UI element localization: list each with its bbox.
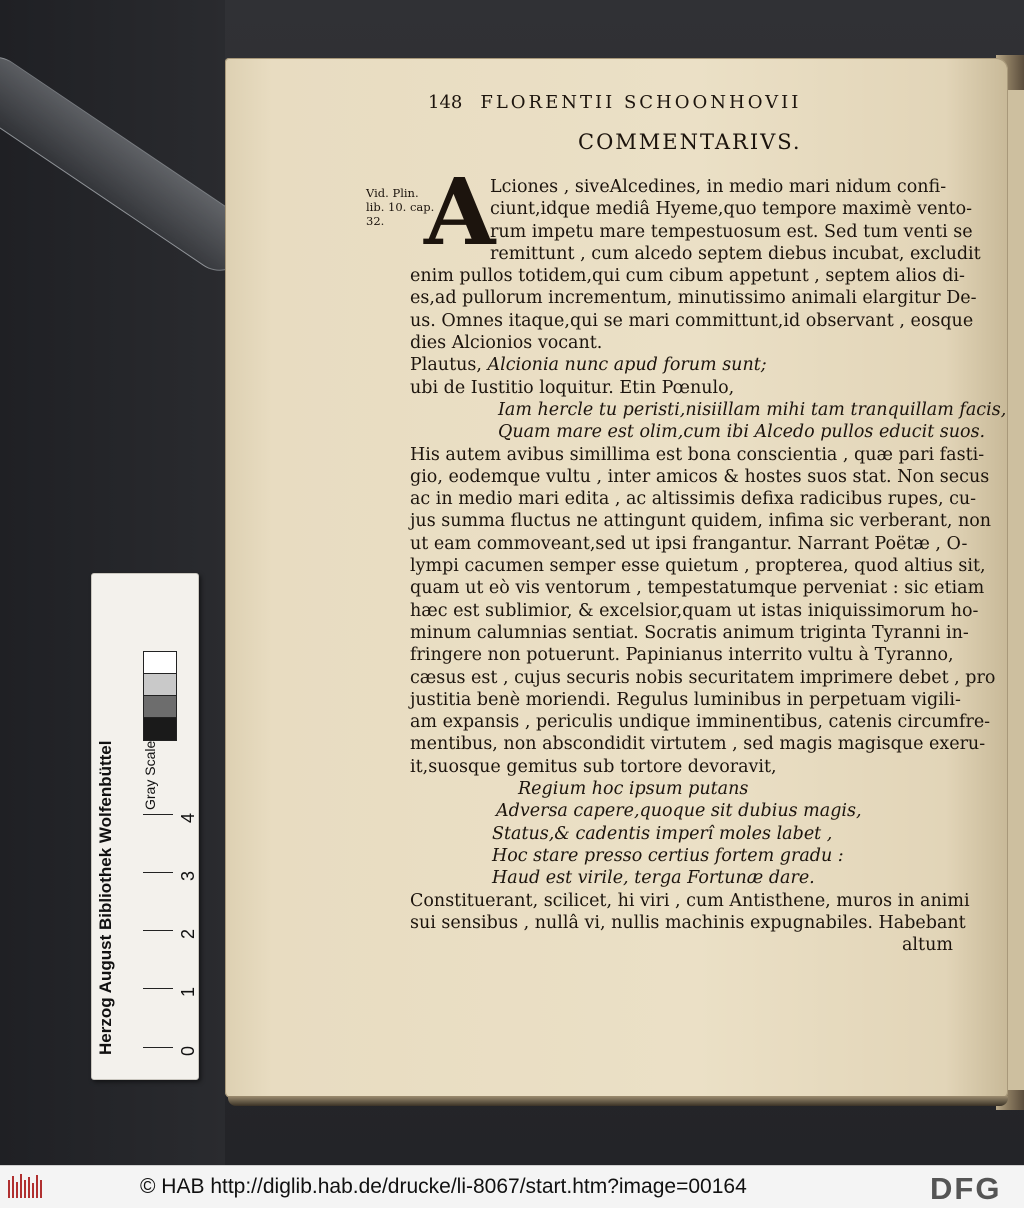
plautus-prefix: Plautus, [410, 355, 482, 376]
ruler-tick [143, 814, 173, 815]
section-title: COMMENTARIVS. [578, 130, 802, 154]
verse-line: Hoc stare presso certius fortem gradu : [492, 845, 844, 866]
verse-line: Haud est virile, terga Fortunæ dare. [492, 868, 815, 889]
ruler-number: 1 [178, 986, 198, 997]
text-line: hæc est sublimior, & excelsior,quam ut istas iniquissimorum ho- [410, 600, 979, 621]
ruler-tick [143, 988, 173, 989]
text-line: am expansis , periculis undique imminentibus, catenis circumfre- [410, 712, 991, 733]
text-line: Constituerant, scilicet, hi viri , cum Antisthene, muros in animi [410, 890, 970, 911]
swatch-white [143, 651, 177, 675]
page-shadow [228, 1096, 1008, 1106]
text-line: remittunt , cum alcedo septem diebus incubat, excludit [490, 243, 981, 264]
text-line: es,ad pullorum incrementum, minutissimo animali elargitur De- [410, 288, 977, 309]
text-line: lympi cacumen semper esse quietum , propterea, quod altius sit, [410, 556, 986, 577]
verse-line: Quam mare est olim,cum ibi Alcedo pullos educit suos. [498, 422, 986, 443]
swatch-light-gray [143, 673, 177, 697]
ruler-number: 4 [178, 812, 198, 823]
text-line: rum impetu mare tempestuosum est. Sed tum venti se [490, 221, 973, 242]
text-line: enim pullos totidem,qui cum cibum appetunt , septem alios di- [410, 266, 965, 287]
drop-capital: A [424, 158, 496, 266]
text-line: Lciones , siveAlcedines, in medio mari nidum confi- [490, 177, 947, 197]
text-line: sui sensibus , nullâ vi, nullis machinis expugnabiles. Habebant [410, 912, 966, 933]
text-line: ubi de Iustitio loquitur. Etin Pœnulo, [410, 377, 735, 398]
verse-line: Regium hoc ipsum putans [518, 779, 749, 800]
text-line: cæsus est , cujus securis nobis securitatem imprimere debet , pro [410, 667, 996, 688]
text-line: fringere non potuerunt. Papinianus interrito vultu à Tyranno, [410, 645, 954, 666]
text-line: mentibus, non abscondidit virtutem , sed magis magisque exeru- [410, 734, 986, 755]
text-line: justitia benè moriendi. Regulus luminibus in perpetuam vigili- [410, 689, 961, 710]
text-line: quam ut eò vis ventorum , tempestatumque perveniat : sic etiam [410, 578, 985, 599]
page-number: 148 [428, 92, 463, 113]
ruler-number: 0 [178, 1045, 198, 1056]
catchword: altum [902, 935, 953, 956]
verse-line: Iam hercle tu peristi,nisiillam mihi tam tranquillam facis, [498, 399, 1007, 420]
text-line: it,suosque gemitus sub tortore devoravit, [410, 756, 777, 777]
text-line: us. Omnes itaque,qui se mari committunt,id observant , eosque [410, 310, 974, 331]
dfg-logo: DFG [930, 1171, 1002, 1206]
running-head [428, 92, 801, 114]
hab-logo-icon [6, 1172, 46, 1202]
margin-note: Vid. Plin. lib. 10. cap. 32. [366, 186, 435, 228]
text-line: gio, eodemque vultu , inter amicos & hostes suos stat. Non secus [410, 466, 990, 487]
footer-bar [0, 1165, 1024, 1208]
ruler-number: 3 [178, 870, 198, 881]
verse-line: Status,& cadentis imperî moles labet , [492, 823, 833, 844]
ruler-tick [143, 930, 173, 931]
card-library-name: Herzog August Bibliothek Wolfenbüttel [96, 740, 115, 1055]
text-line: jus summa fluctus ne attingunt quidem, infima sic verberant, non [410, 511, 992, 532]
text-line: ac in medio mari edita , ac altissimis defixa radicibus rupes, cu- [410, 489, 977, 510]
text-line: minum calumnias sentiat. Socratis animum triginta Tyranni in- [410, 622, 969, 643]
text-line: ut eam commoveant,sed ut ipsi frangantur. Narrant Poëtæ , O- [410, 533, 968, 554]
text-line: ciunt,idque mediâ Hyeme,quo tempore maximè vento- [490, 199, 973, 220]
plautus-quote: Alcionia nunc apud forum sunt; [487, 355, 767, 376]
footer-credit-link[interactable]: © HAB http://diglib.hab.de/drucke/li-8067/start.htm?image=00164 [140, 1175, 747, 1198]
verse-line: Adversa capere,quoque sit dubius magis, [496, 801, 862, 822]
swatch-dark-gray [143, 695, 177, 719]
text-line: dies Alcionios vocant. [410, 333, 603, 354]
ruler-tick [143, 1047, 173, 1048]
running-head-title: FLORENTII SCHOONHOVII [480, 92, 802, 113]
swatch-black [143, 717, 177, 741]
text-line: His autem avibus simillima est bona conscientia , quæ pari fasti- [410, 444, 985, 465]
plautus-line [410, 354, 970, 376]
ruler-number: 2 [178, 928, 198, 939]
ruler-tick [143, 872, 173, 873]
card-gray-label: Gray Scale [142, 740, 158, 810]
body-text [410, 176, 1007, 956]
